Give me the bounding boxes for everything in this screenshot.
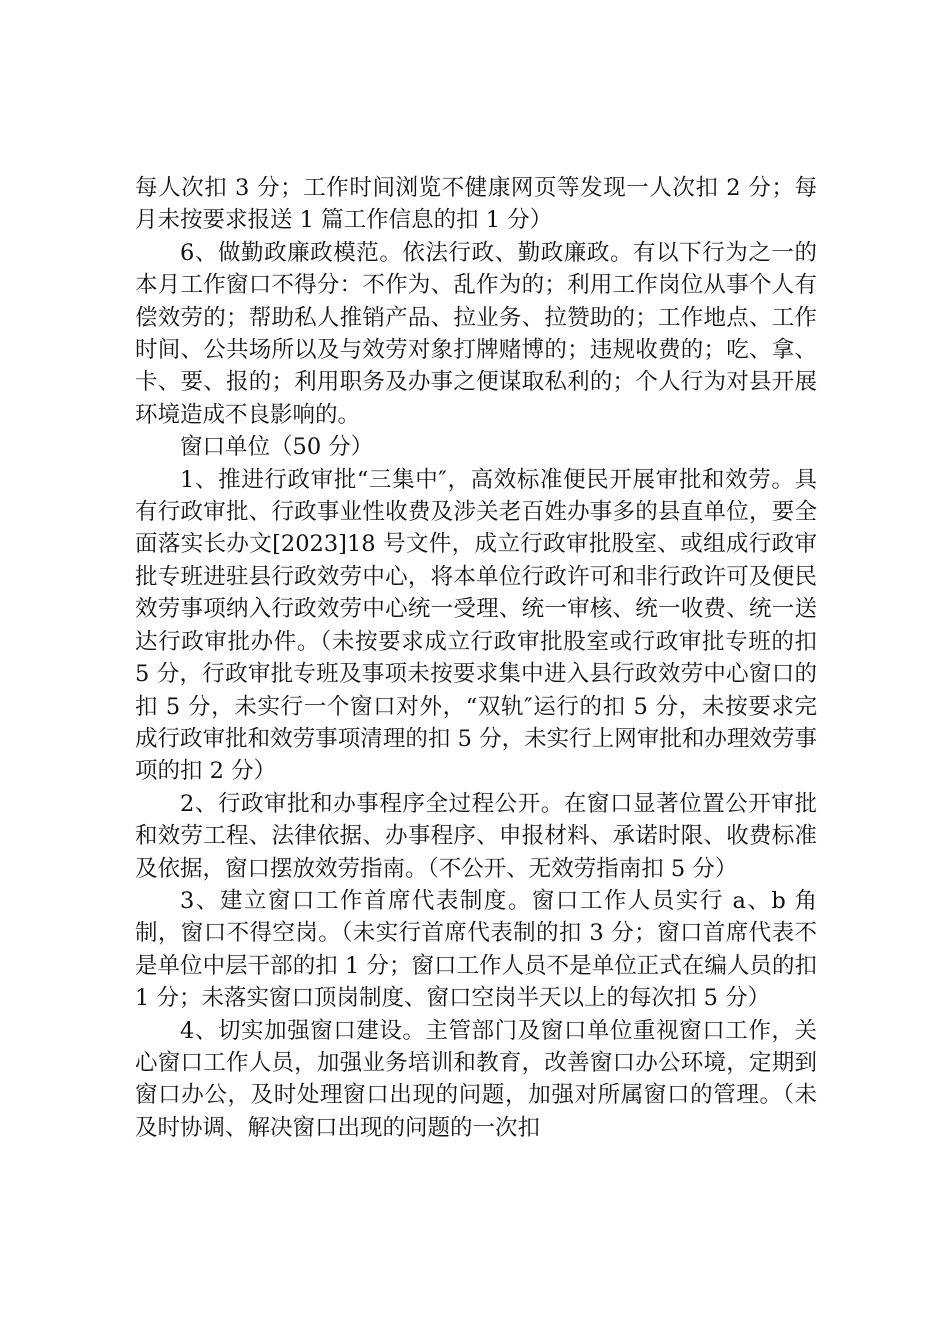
section-heading-window-units: 窗口单位（50 分） — [180, 434, 374, 461]
paragraph-item-6: 6、做勤政廉政模范。依法行政、勤政廉政。有以下行为之一的本月工作窗口不得分：不作为、乱作为的；利用工作岗位从事个人有偿效劳的；帮助私人推销产品、拉业务、拉赞助的；工作地点、工作时间、公共场所以及与效劳对象打牌赌博的；违规收费的；吃、拿、卡、要、报的；利用职务及办事之便谋取私利的；个人行为对县开展环境造成不良影响的。 — [135, 239, 817, 428]
paragraph-item-1: 1、推进行政审批“三集中″，高效标准便民开展审批和效劳。具有行政审批、行政事业性收费及涉关老百姓办事多的县直单位，要全面落实长办文[2023]18 号文件，成立行政审批股室、或组成行政审批专班进驻县行政效劳中心，将本单位行政许可和非行政许可及便民效劳事项纳入行政效劳中心统一受理、统一审核、统一收费、统一送达行政审批办件。（未按要求成立行政审批股室或行政审批专班的扣 5 分，行政审批专班及事项未按要求集中进入县行政效劳中心窗口的扣 5 分，未实行一个窗口对外，“双轨″运行的扣 5 分，未按要求完成行政审批和效劳事项清理的扣 5 分，未实行上网审批和办理效劳事项的扣 2 分） — [135, 466, 817, 785]
paragraph-item-2: 2、行政审批和办事程序全过程公开。在窗口显著位置公开审批和效劳工程、法律依据、办事程序、申报材料、承诺时限、收费标准及依据，窗口摆放效劳指南。（不公开、无效劳指南扣 5 分） — [135, 790, 817, 882]
paragraph-item-3: 3、建立窗口工作首席代表制度。窗口工作人员实行 a、b 角制，窗口不得空岗。（未实行首席代表制的扣 3 分；窗口首席代表不是单位中层干部的扣 1 分；窗口工作人员不是单位正式在编人员的扣 1 分；未落实窗口顶岗制度、窗口空岗半天以上的每次扣 5 分） — [135, 887, 817, 1012]
paragraph-item-4: 4、切实加强窗口建设。主管部门及窗口单位重视窗口工作，关心窗口工作人员，加强业务培训和教育，改善窗口办公环境，定期到窗口办公，及时处理窗口出现的问题，加强对所属窗口的管理。（未及时协调、解决窗口出现的问题的一次扣 — [135, 1017, 817, 1141]
document-body — [135, 172, 817, 1144]
paragraph-continuation: 每人次扣 3 分；工作时间浏览不健康网页等发现一人次扣 2 分；每月未按要求报送 1 篇工作信息的扣 1 分） — [135, 175, 817, 234]
